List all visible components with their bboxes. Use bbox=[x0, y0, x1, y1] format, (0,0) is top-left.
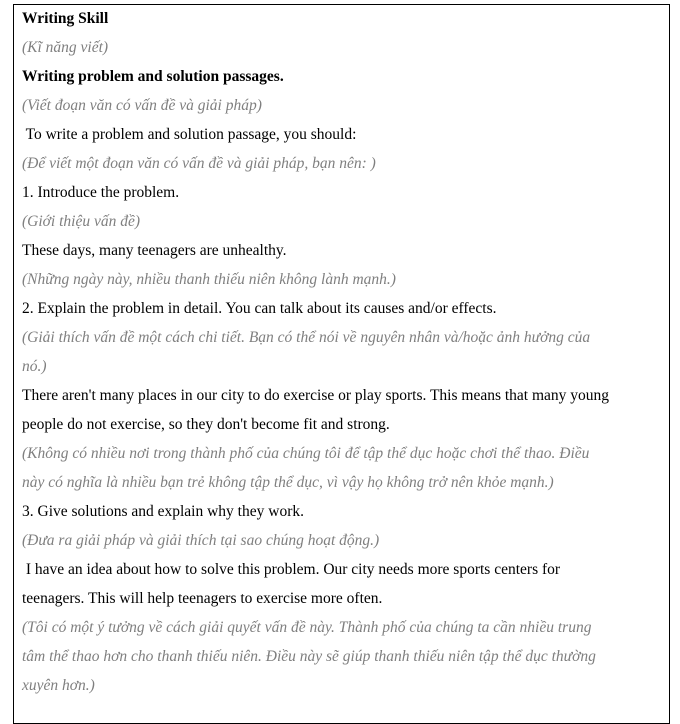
step-2-translation-line-2: nó.) bbox=[22, 358, 47, 375]
subheading-translation: (Viết đoạn văn có vấn đề và giải pháp) bbox=[22, 97, 262, 114]
example-1: These days, many teenagers are unhealthy. bbox=[22, 242, 287, 259]
step-1-translation: (Giới thiệu vấn đề) bbox=[22, 213, 141, 230]
example-2-translation-line-1: (Không có nhiều nơi trong thành phố của chúng tôi để tập thể dục hoặc chơi thể thao. Điều bbox=[22, 445, 590, 462]
intro-translation: (Để viết một đoạn văn có vấn đề và giải pháp, bạn nên: ) bbox=[22, 155, 376, 172]
example-2-line-1: There aren't many places in our city to do exercise or play sports. This means that many young bbox=[22, 387, 610, 404]
example-3-line-1: I have an idea about how to solve this problem. Our city needs more sports centers for bbox=[22, 561, 561, 578]
example-3-translation-line-3: xuyên hơn.) bbox=[22, 677, 95, 694]
heading: Writing Skill bbox=[22, 10, 109, 27]
step-3: 3. Give solutions and explain why they work. bbox=[22, 503, 304, 520]
step-3-translation: (Đưa ra giải pháp và giải thích tại sao chúng hoạt động.) bbox=[22, 532, 380, 549]
intro-text: To write a problem and solution passage, you should: bbox=[22, 126, 357, 143]
step-2: 2. Explain the problem in detail. You can talk about its causes and/or effects. bbox=[22, 300, 497, 317]
subheading: Writing problem and solution passages. bbox=[22, 68, 284, 85]
example-1-translation: (Những ngày này, nhiều thanh thiếu niên không lành mạnh.) bbox=[22, 271, 396, 288]
step-1: 1. Introduce the problem. bbox=[22, 184, 180, 201]
example-3-translation-line-2: tâm thể thao hơn cho thanh thiếu niên. Điều này sẽ giúp thanh thiếu niên tập thể dục thường bbox=[22, 648, 596, 665]
step-2-translation-line-1: (Giải thích vấn đề một cách chi tiết. Bạn có thể nói về nguyên nhân và/hoặc ảnh hưởng của bbox=[22, 329, 591, 346]
example-2-translation-line-2: này có nghĩa là nhiều bạn trẻ không tập thể dục, vì vậy họ không trở nên khỏe mạnh.) bbox=[22, 474, 554, 491]
heading-translation: (Kĩ năng viết) bbox=[22, 39, 109, 56]
example-2-line-2: people do not exercise, so they don't become fit and strong. bbox=[22, 416, 390, 433]
example-3-translation-line-1: (Tôi có một ý tưởng về cách giải quyết vấn đề này. Thành phố của chúng ta cần nhiều trung bbox=[22, 619, 592, 636]
example-3-line-2: teenagers. This will help teenagers to exercise more often. bbox=[22, 590, 383, 607]
document-body bbox=[22, 4, 662, 700]
